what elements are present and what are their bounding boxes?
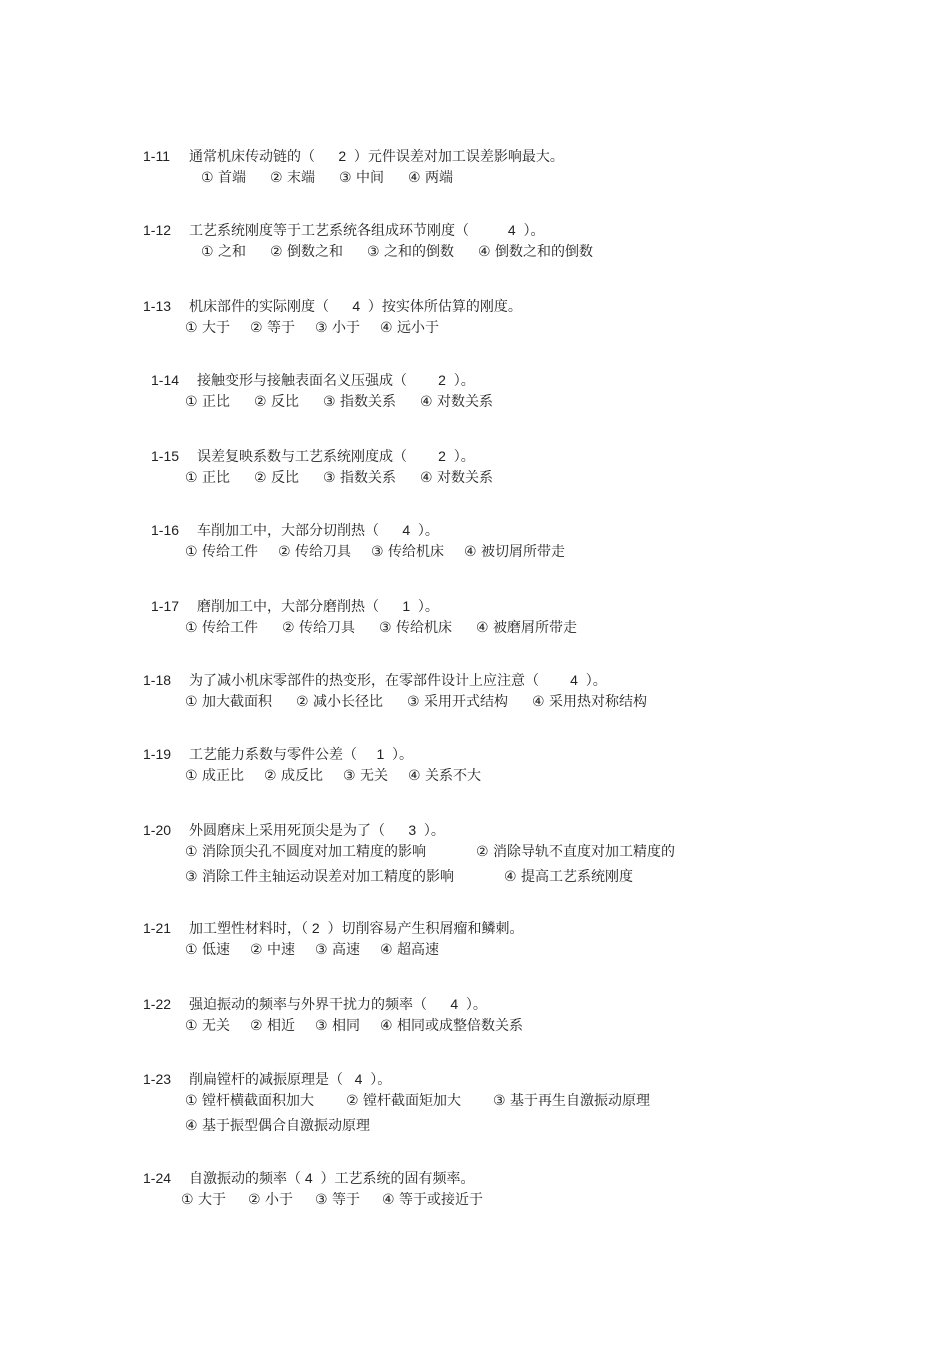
question-number: 1-24 bbox=[143, 1170, 172, 1186]
options-row bbox=[185, 940, 459, 960]
option-item: ① 镗杆横截面积加大 bbox=[185, 1093, 315, 1109]
question-stem bbox=[151, 596, 439, 616]
options-row bbox=[185, 1091, 682, 1111]
question-stem bbox=[143, 296, 522, 316]
question-number: 1-11 bbox=[143, 148, 170, 164]
option-item: ① 之和 bbox=[201, 244, 247, 260]
question-text-after: ）。 bbox=[423, 823, 445, 839]
option-item: ② 反比 bbox=[254, 470, 300, 486]
option-item: ③ 高速 bbox=[315, 942, 361, 958]
answer-value: 2 bbox=[338, 148, 347, 164]
question-text-after: ）工艺系统的固有频率。 bbox=[320, 1171, 475, 1187]
option-item: ③ 中间 bbox=[339, 170, 385, 186]
option-item: ③ 基于再生自激振动原理 bbox=[493, 1093, 651, 1109]
option-item: ④ 关系不大 bbox=[408, 768, 482, 784]
question-text-before: 误差复映系数与工艺系统刚度成（ bbox=[197, 449, 407, 465]
question-text-after: ）元件误差对加工误差影响最大。 bbox=[353, 149, 564, 165]
question-text-before: 加工塑性材料时，（ bbox=[189, 921, 308, 937]
question-stem bbox=[143, 744, 413, 764]
question-text-before: 磨削加工中，大部分磨削热（ bbox=[197, 599, 379, 615]
option-item: ① 正比 bbox=[185, 394, 231, 410]
question-stem bbox=[151, 370, 475, 390]
answer-value: 4 bbox=[304, 1170, 313, 1186]
question-stem bbox=[143, 820, 445, 840]
options-row bbox=[185, 318, 459, 338]
answer-value: 4 bbox=[352, 298, 361, 314]
question-number: 1-19 bbox=[143, 746, 172, 762]
options-row bbox=[185, 618, 601, 638]
question-stem bbox=[143, 146, 564, 166]
question-text-after: ）。 bbox=[417, 523, 439, 539]
question-number: 1-22 bbox=[143, 996, 172, 1012]
question-text-after: ）切削容易产生积屑瘤和鳞刺。 bbox=[327, 921, 524, 937]
option-item: ① 加大截面积 bbox=[185, 694, 273, 710]
question-text-after: ）。 bbox=[453, 449, 475, 465]
options-row bbox=[201, 168, 477, 188]
option-item: ③ 消除工件主轴运动误差对加工精度的影响 bbox=[185, 869, 454, 885]
options-row bbox=[185, 766, 501, 786]
question-text-before: 机床部件的实际刚度（ bbox=[189, 299, 329, 315]
option-item: ② 倒数之和 bbox=[270, 244, 344, 260]
question-stem bbox=[143, 220, 544, 240]
answer-value: 4 bbox=[507, 222, 516, 238]
question-text-before: 工艺系统刚度等于工艺系统各组成环节刚度（ bbox=[189, 223, 469, 239]
option-item: ④ 对数关系 bbox=[420, 394, 494, 410]
question-text-before: 自激振动的频率（ bbox=[189, 1171, 301, 1187]
question-number: 1-21 bbox=[143, 920, 172, 936]
options-row bbox=[185, 1016, 543, 1036]
option-item: ④ 提高工艺系统刚度 bbox=[504, 869, 634, 885]
option-item: ④ 基于振型偶合自激振动原理 bbox=[185, 1118, 371, 1134]
question-text-after: ）。 bbox=[417, 599, 439, 615]
options-row bbox=[185, 842, 725, 862]
question-number: 1-13 bbox=[143, 298, 172, 314]
option-item: ① 消除顶尖孔不圆度对加工精度的影响 bbox=[185, 844, 426, 860]
option-item: ② 反比 bbox=[254, 394, 300, 410]
question-text-after: ）按实体所估算的刚度。 bbox=[367, 299, 522, 315]
question-number: 1-23 bbox=[143, 1071, 172, 1087]
options-row bbox=[181, 1190, 505, 1210]
question-number: 1-12 bbox=[143, 222, 172, 238]
option-item: ③ 指数关系 bbox=[323, 394, 397, 410]
answer-value: 1 bbox=[402, 598, 411, 614]
question-text-before: 强迫振动的频率与外界干扰力的频率（ bbox=[189, 997, 427, 1013]
option-item: ③ 指数关系 bbox=[323, 470, 397, 486]
answer-value: 2 bbox=[311, 920, 320, 936]
options-row bbox=[185, 867, 683, 887]
answer-value: 2 bbox=[438, 448, 446, 464]
options-row bbox=[185, 692, 671, 712]
options-row bbox=[185, 542, 585, 562]
option-item: ② 传给刀具 bbox=[282, 620, 356, 636]
answer-value: 4 bbox=[450, 996, 459, 1012]
option-item: ① 无关 bbox=[185, 1018, 231, 1034]
question-number: 1-20 bbox=[143, 822, 172, 838]
question-text-after: ）。 bbox=[523, 223, 545, 239]
option-item: ① 传给工件 bbox=[185, 544, 259, 560]
question-text-before: 外圆磨床上采用死顶尖是为了（ bbox=[189, 823, 385, 839]
question-text-before: 车削加工中，大部分切削热（ bbox=[197, 523, 379, 539]
options-row bbox=[185, 1116, 402, 1136]
question-text-after: ）。 bbox=[453, 373, 475, 389]
option-item: ② 减小长径比 bbox=[296, 694, 384, 710]
question-stem bbox=[143, 1168, 474, 1188]
option-item: ③ 小于 bbox=[315, 320, 361, 336]
option-item: ③ 传给机床 bbox=[379, 620, 453, 636]
answer-value: 4 bbox=[570, 672, 578, 688]
question-number: 1-16 bbox=[151, 522, 180, 538]
options-row bbox=[201, 242, 617, 262]
option-item: ② 等于 bbox=[250, 320, 296, 336]
option-item: ③ 采用开式结构 bbox=[407, 694, 509, 710]
question-text-before: 为了减小机床零部件的热变形，在零部件设计上应注意（ bbox=[189, 673, 539, 689]
options-row bbox=[185, 468, 517, 488]
question-number: 1-14 bbox=[151, 372, 180, 388]
answer-value: 3 bbox=[408, 822, 417, 838]
option-item: ③ 相同 bbox=[315, 1018, 361, 1034]
answer-value: 4 bbox=[354, 1071, 363, 1087]
option-item: ④ 被切屑所带走 bbox=[464, 544, 566, 560]
option-item: ④ 两端 bbox=[408, 170, 454, 186]
option-item: ② 中速 bbox=[250, 942, 296, 958]
answer-value: 4 bbox=[402, 522, 411, 538]
question-number: 1-15 bbox=[151, 448, 180, 464]
option-item: ② 传给刀具 bbox=[278, 544, 352, 560]
option-item: ④ 相同或成整倍数关系 bbox=[380, 1018, 524, 1034]
option-item: ② 消除导轨不直度对加工精度的 bbox=[476, 844, 676, 860]
question-stem bbox=[143, 1069, 391, 1089]
question-number: 1-18 bbox=[143, 672, 172, 688]
option-item: ① 传给工件 bbox=[185, 620, 259, 636]
option-item: ④ 采用热对称结构 bbox=[532, 694, 648, 710]
option-item: ① 低速 bbox=[185, 942, 231, 958]
question-text-before: 工艺能力系数与零件公差（ bbox=[189, 747, 357, 763]
option-item: ① 正比 bbox=[185, 470, 231, 486]
answer-value: 1 bbox=[376, 746, 385, 762]
option-item: ③ 等于 bbox=[315, 1192, 361, 1208]
option-item: ② 镗杆截面矩加大 bbox=[346, 1093, 462, 1109]
option-item: ① 成正比 bbox=[185, 768, 245, 784]
option-item: ④ 超高速 bbox=[380, 942, 440, 958]
option-item: ③ 之和的倒数 bbox=[367, 244, 455, 260]
option-item: ② 成反比 bbox=[264, 768, 324, 784]
question-text-before: 通常机床传动链的（ bbox=[189, 149, 315, 165]
question-stem bbox=[143, 918, 523, 938]
question-text-after: ）。 bbox=[392, 747, 414, 763]
option-item: ② 相近 bbox=[250, 1018, 296, 1034]
option-item: ② 末端 bbox=[270, 170, 316, 186]
question-text-before: 削扁镗杆的减振原理是（ bbox=[189, 1072, 343, 1088]
option-item: ④ 远小于 bbox=[380, 320, 440, 336]
option-item: ① 大于 bbox=[185, 320, 231, 336]
answer-value: 2 bbox=[438, 372, 446, 388]
question-stem bbox=[151, 520, 439, 540]
question-stem bbox=[143, 994, 487, 1014]
question-number: 1-17 bbox=[151, 598, 180, 614]
option-item: ④ 倒数之和的倒数 bbox=[478, 244, 594, 260]
question-text-after: ）。 bbox=[370, 1072, 392, 1088]
option-item: ④ 对数关系 bbox=[420, 470, 494, 486]
question-text-before: 接触变形与接触表面名义压强成（ bbox=[197, 373, 407, 389]
option-item: ③ 无关 bbox=[343, 768, 389, 784]
option-item: ① 大于 bbox=[181, 1192, 227, 1208]
options-row bbox=[185, 392, 517, 412]
question-stem bbox=[143, 670, 607, 690]
option-item: ④ 等于或接近于 bbox=[382, 1192, 484, 1208]
option-item: ② 小于 bbox=[248, 1192, 294, 1208]
question-stem bbox=[151, 446, 475, 466]
option-item: ④ 被磨屑所带走 bbox=[476, 620, 578, 636]
question-text-after: ）。 bbox=[585, 673, 607, 689]
option-item: ① 首端 bbox=[201, 170, 247, 186]
question-text-after: ）。 bbox=[465, 997, 487, 1013]
option-item: ③ 传给机床 bbox=[371, 544, 445, 560]
